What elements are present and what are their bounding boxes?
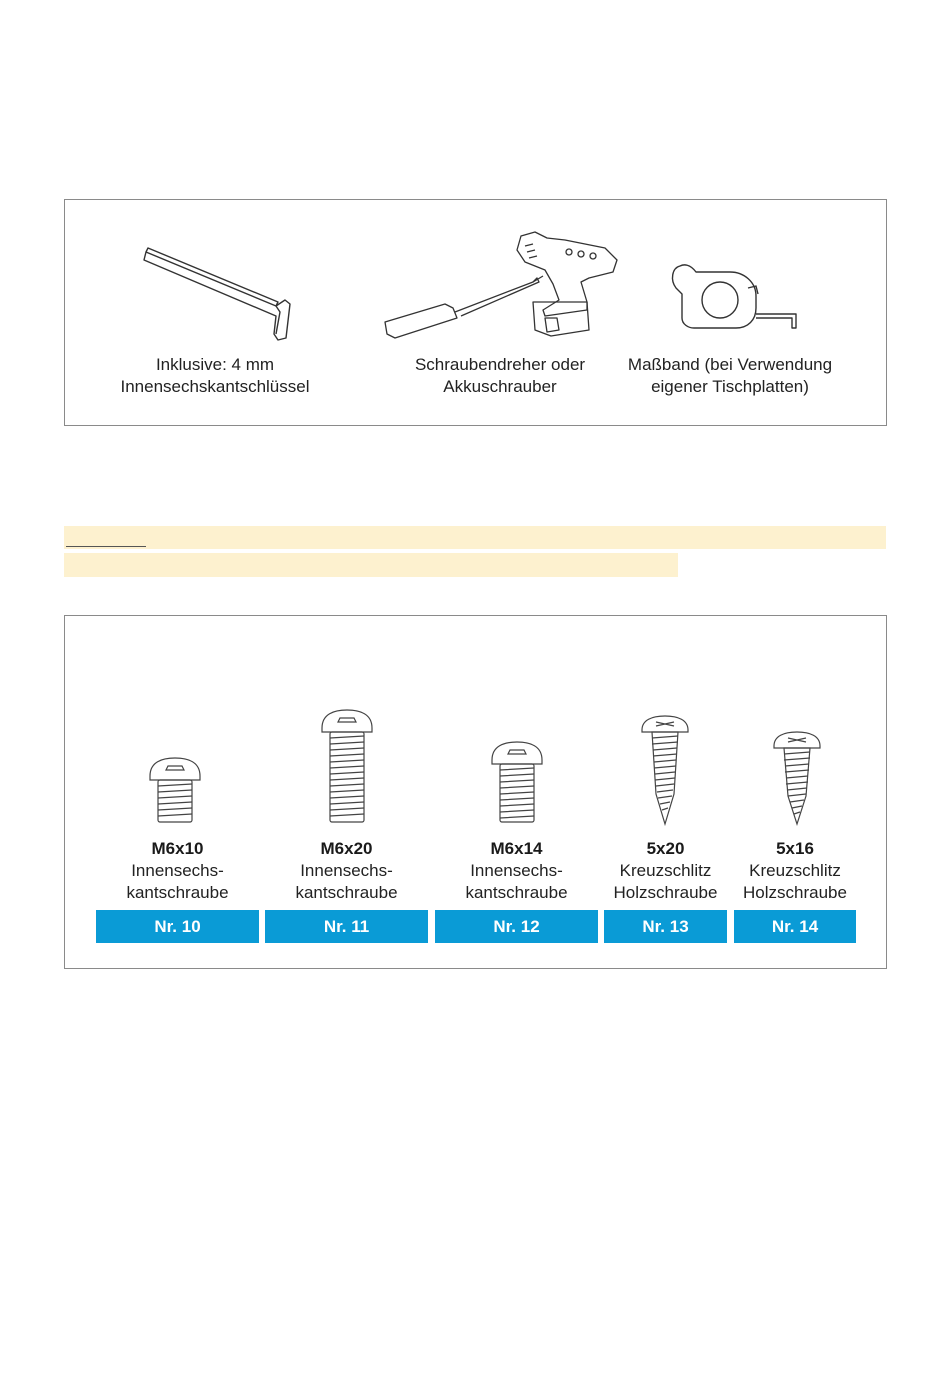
tool-hex-key	[100, 240, 330, 398]
phillips-wood-screw-icon	[770, 730, 824, 826]
screw-size: 5x16	[776, 839, 814, 858]
part-number-badge: Nr. 12	[435, 910, 598, 943]
tool-label-line2: Innensechskantschlüssel	[120, 377, 310, 396]
tool-tape-measure	[612, 258, 848, 398]
screwdriver-drill-icon	[375, 226, 625, 346]
screw-size: M6x14	[490, 839, 543, 858]
part-number-badge: Nr. 11	[265, 910, 428, 943]
screw-item-14	[734, 838, 856, 904]
screw-size: M6x20	[320, 839, 373, 858]
screw-item-11	[265, 838, 428, 904]
screw-desc-line1: Innensechs-	[300, 861, 393, 880]
hex-socket-screw-icon	[318, 708, 376, 826]
tool-label-line1: Maßband (bei Verwendung	[627, 355, 833, 374]
highlighted-text-line-2	[64, 553, 678, 577]
screw-item-10	[96, 838, 259, 904]
part-number-badge: Nr. 10	[96, 910, 259, 943]
screw-desc-line2: kantschraube	[295, 883, 398, 902]
screw-desc-line2: kantschraube	[465, 883, 568, 902]
hex-key-icon	[100, 240, 330, 346]
screw-item-12	[435, 838, 598, 904]
screw-desc-line1: Innensechs-	[131, 861, 224, 880]
screw-desc-line1: Innensechs-	[470, 861, 563, 880]
screw-desc-line2: Holzschraube	[613, 883, 718, 902]
part-number-badge: Nr. 13	[604, 910, 727, 943]
hex-socket-screw-icon	[146, 756, 204, 826]
screw-size: M6x10	[151, 839, 204, 858]
screw-desc-line1: Kreuzschlitz	[619, 861, 712, 880]
screw-desc-line2: kantschraube	[126, 883, 229, 902]
phillips-wood-screw-icon	[638, 714, 692, 826]
underline-mark	[66, 546, 146, 547]
screw-size: 5x20	[646, 839, 685, 858]
tool-label-line1: Schraubendreher oder	[414, 355, 586, 374]
tool-screwdriver-drill	[360, 226, 640, 398]
tool-label-line2: eigener Tischplatten)	[651, 377, 809, 396]
screw-item-13	[604, 838, 727, 904]
screw-desc-line2: Holzschraube	[743, 883, 847, 902]
tool-label-line1: Inklusive: 4 mm	[155, 355, 275, 374]
part-number-badge: Nr. 14	[734, 910, 856, 943]
hex-socket-screw-icon	[488, 740, 546, 826]
screw-desc-line1: Kreuzschlitz	[749, 861, 841, 880]
highlighted-text-line-1	[64, 526, 886, 549]
tool-label-line2: Akkuschrauber	[443, 377, 557, 396]
tape-measure-icon	[660, 258, 800, 346]
